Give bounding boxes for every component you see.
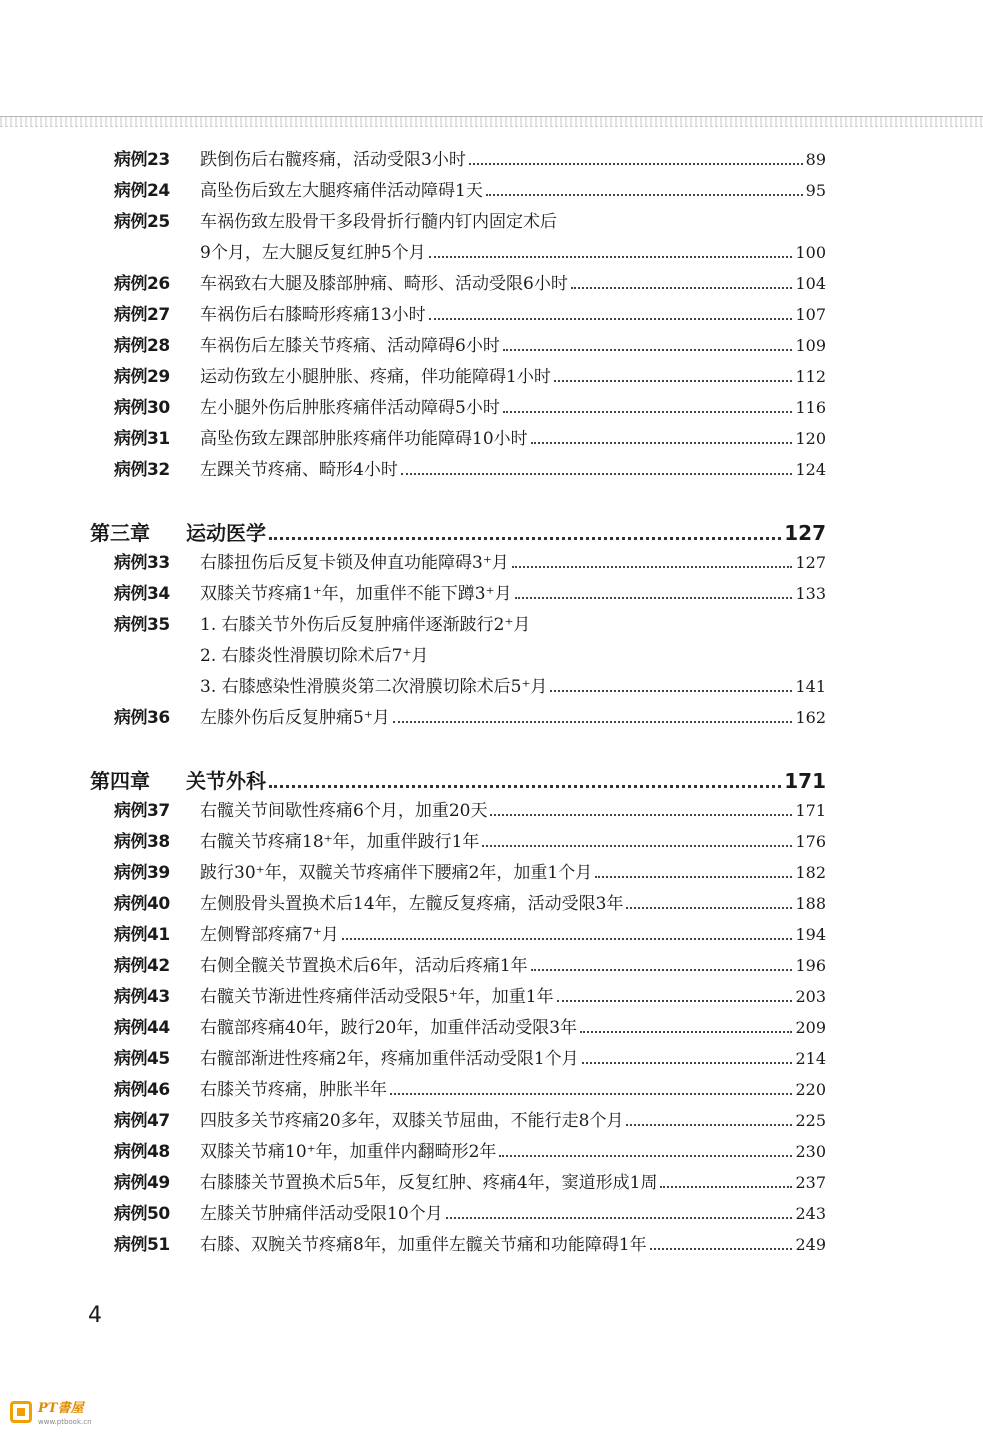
- watermark-brand: PT書屋: [38, 1401, 84, 1416]
- toc-entry-51[interactable]: 病例51 右膝、双腕关节疼痛8年，加重伴左髋关节痛和功能障碍1年 249: [114, 1235, 826, 1255]
- chapter-4-heading[interactable]: 第四章 关节外科 171: [90, 769, 826, 793]
- chapter-3-heading[interactable]: 第三章 运动医学 127: [90, 521, 826, 545]
- toc-entry-28[interactable]: 病例28 车祸伤后左膝关节疼痛、活动障碍6小时 109: [114, 336, 826, 356]
- toc-entry-23[interactable]: 病例23 跌倒伤后右髋疼痛，活动受限3小时 89: [114, 150, 826, 170]
- toc-entry-35-line3[interactable]: 3. 右膝感染性滑膜炎第二次滑膜切除术后5⁺月 141: [200, 677, 826, 697]
- toc-entry-39[interactable]: 病例39 跛行30⁺年，双髋关节疼痛伴下腰痛2年，加重1个月 182: [114, 863, 826, 883]
- toc-entry-30[interactable]: 病例30 左小腿外伤后肿胀疼痛伴活动障碍5小时 116: [114, 398, 826, 418]
- toc-entry-32[interactable]: 病例32 左踝关节疼痛、畸形4小时 124: [114, 460, 826, 480]
- toc-entry-35[interactable]: 病例35 1. 右膝关节外伤后反复肿痛伴逐渐跛行2⁺月: [114, 615, 531, 635]
- toc-entry-34[interactable]: 病例34 双膝关节疼痛1⁺年，加重伴不能下蹲3⁺月 133: [114, 584, 826, 604]
- toc-entry-43[interactable]: 病例43 右髋关节渐进性疼痛伴活动受限5⁺年，加重1年 203: [114, 987, 826, 1007]
- toc-entry-47[interactable]: 病例47 四肢多关节疼痛20多年，双膝关节屈曲，不能行走8个月 225: [114, 1111, 826, 1131]
- toc-entry-37[interactable]: 病例37 右髋关节间歇性疼痛6个月，加重20天 171: [114, 801, 826, 821]
- page-number: 4: [88, 1303, 102, 1328]
- book-icon: [10, 1401, 32, 1423]
- toc-entry-46[interactable]: 病例46 右膝关节疼痛，肿胀半年 220: [114, 1080, 826, 1100]
- toc-entry-33[interactable]: 病例33 右膝扭伤后反复卡锁及伸直功能障碍3⁺月 127: [114, 553, 826, 573]
- watermark-logo: [10, 1397, 92, 1426]
- toc-entry-35-line2[interactable]: 2. 右膝炎性滑膜切除术后7⁺月: [200, 646, 429, 666]
- toc-entry-44[interactable]: 病例44 右髋部疼痛40年，跛行20年，加重伴活动受限3年 209: [114, 1018, 826, 1038]
- toc-entry-45[interactable]: 病例45 右髋部渐进性疼痛2年，疼痛加重伴活动受限1个月 214: [114, 1049, 826, 1069]
- toc-entry-26[interactable]: 病例26 车祸致右大腿及膝部肿痛、畸形、活动受限6小时 104: [114, 274, 826, 294]
- toc-entry-49[interactable]: 病例49 右膝膝关节置换术后5年，反复红肿、疼痛4年，窦道形成1周 237: [114, 1173, 826, 1193]
- toc-entry-24[interactable]: 病例24 高坠伤后致左大腿疼痛伴活动障碍1天 95: [114, 181, 826, 201]
- toc-entry-50[interactable]: 病例50 左膝关节肿痛伴活动受限10个月 243: [114, 1204, 826, 1224]
- toc-entry-38[interactable]: 病例38 右髋关节疼痛18⁺年，加重伴跛行1年 176: [114, 832, 826, 852]
- toc-entry-36[interactable]: 病例36 左膝外伤后反复肿痛5⁺月 162: [114, 708, 826, 728]
- header-rule: [0, 116, 983, 127]
- toc-entry-48[interactable]: 病例48 双膝关节痛10⁺年，加重伴内翻畸形2年 230: [114, 1142, 826, 1162]
- toc-entry-25-cont[interactable]: 9个月，左大腿反复红肿5个月 100: [200, 243, 826, 263]
- toc-entry-29[interactable]: 病例29 运动伤致左小腿肿胀、疼痛，伴功能障碍1小时 112: [114, 367, 826, 387]
- toc-entry-42[interactable]: 病例42 右侧全髋关节置换术后6年，活动后疼痛1年 196: [114, 956, 826, 976]
- toc-entry-27[interactable]: 病例27 车祸伤后右膝畸形疼痛13小时 107: [114, 305, 826, 325]
- toc-entry-40[interactable]: 病例40 左侧股骨头置换术后14年，左髋反复疼痛，活动受限3年 188: [114, 894, 826, 914]
- toc-entry-31[interactable]: 病例31 高坠伤致左踝部肿胀疼痛伴功能障碍10小时 120: [114, 429, 826, 449]
- toc-entry-25[interactable]: 病例25 车祸伤致左股骨干多段骨折行髓内钉内固定术后: [114, 212, 557, 232]
- toc-entry-41[interactable]: 病例41 左侧臀部疼痛7⁺月 194: [114, 925, 826, 945]
- watermark-url: www.ptbook.cn: [38, 1418, 92, 1426]
